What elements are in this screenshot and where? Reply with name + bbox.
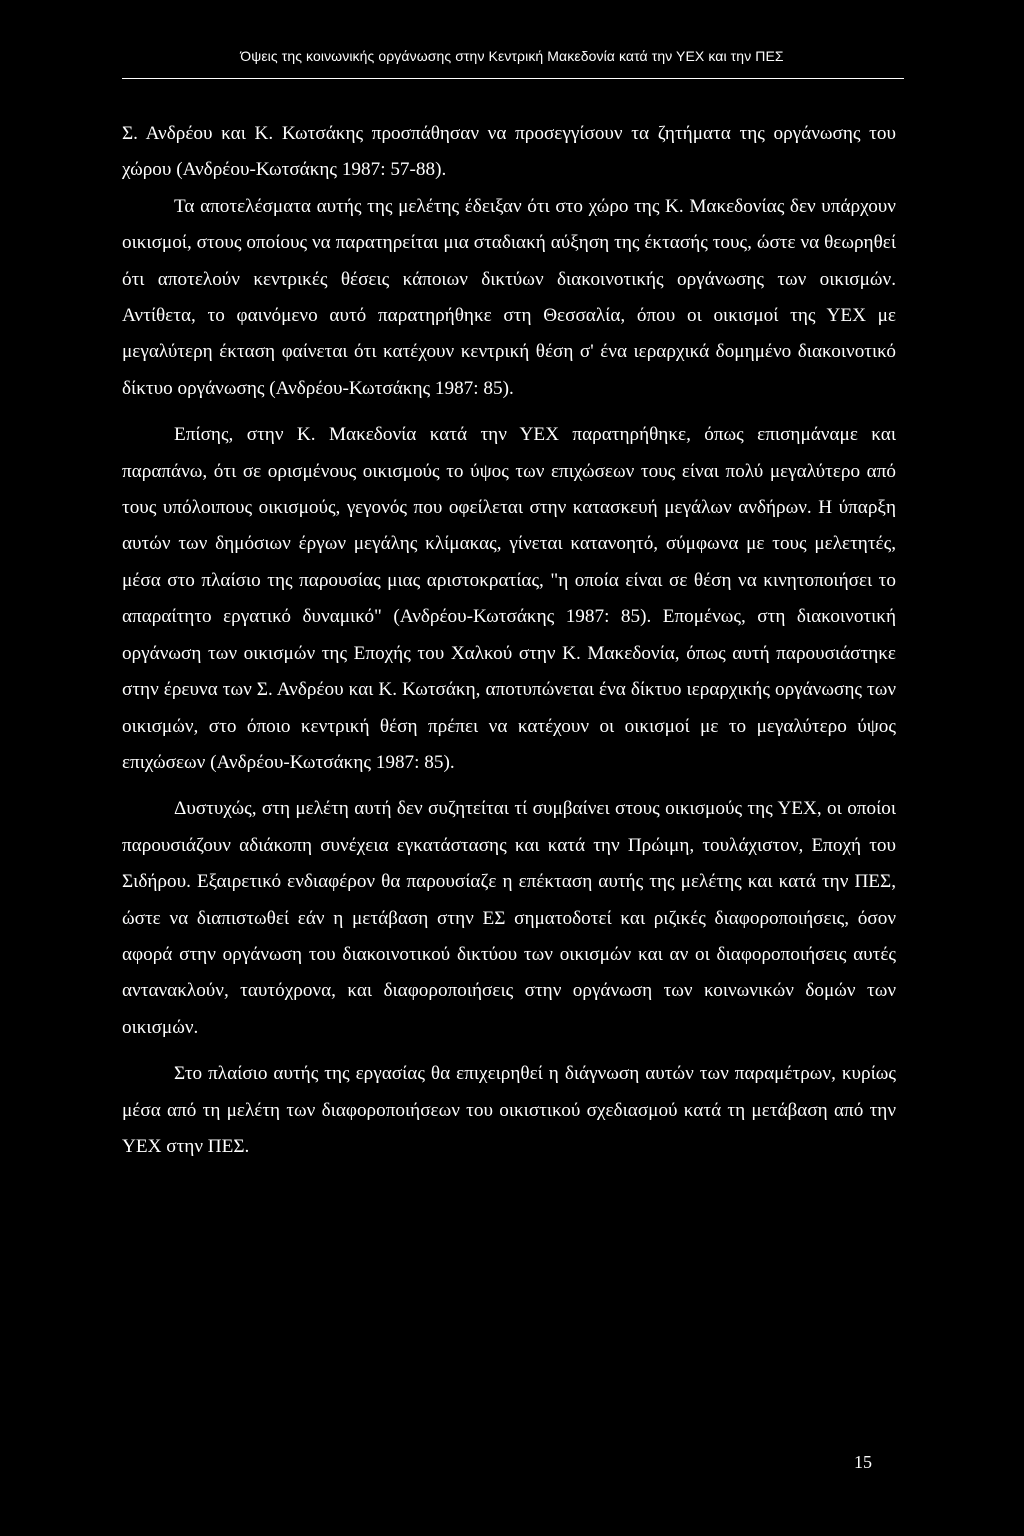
paragraph-2: Τα αποτελέσματα αυτής της μελέτης έδειξαν ότι στο χώρο της Κ. Μακεδονίας δεν υπάρχουν οικισμοί, στους οποίους να παρατηρείται μια σταδιακή αύξηση της έκτασής τους, ώστε να θεωρηθεί ότι αποτελούν κεντρικές θέσεις κάποιων δικτύων διακοινοτικής οργάνωσης των οικισμών. Αντίθετα, το φαινόμενο αυτό παρατηρήθηκε στη Θεσσαλία, όπου οι οικισμοί της ΥΕΧ με μεγαλύτερη έκταση φαίνεται ότι κατέχουν κεντρική θέση σ' ένα ιεραρχικά δομημένο διακοινοτικό δίκτυο οργάνωσης (Ανδρέου-Κωτσάκης 1987: 85). — [122, 195, 896, 399]
paragraph-4: Δυστυχώς, στη μελέτη αυτή δεν συζητείται τί συμβαίνει στους οικισμούς της ΥΕΧ, οι οποίοι παρουσιάζουν αδιάκοπη συνέχεια εγκατάστασης και κατά την Πρώιμη, τουλάχιστον, Εποχή του Σιδήρου. Εξαιρετικό ενδιαφέρον θα παρουσίαζε η επέκταση αυτής της μελέτης και κατά την ΠΕΣ, ώστε να διαπιστωθεί εάν η μετάβαση στην ΕΣ σηματοδοτεί και ριζικές διαφοροποιήσεις, όσον αφορά στην οργάνωση του διακοινοτικού δικτύου των οικισμών και αν οι διαφοροποιήσεις αυτές αντανακλούν, ταυτόχρονα, και διαφοροποιήσεις στην οργάνωση των κοινωνικών δομών των οικισμών. — [122, 798, 896, 1038]
paragraph-5: Στο πλαίσιο αυτής της εργασίας θα επιχειρηθεί η διάγνωση αυτών των παραμέτρων, κυρίως μέσα από τη μελέτη των διαφοροποιήσεων του οικιστικού σχεδιασμού κατά τη μετάβαση από την ΥΕΧ στην ΠΕΣ. — [122, 1063, 896, 1157]
paragraph-3: Επίσης, στην Κ. Μακεδονία κατά την ΥΕΧ παρατηρήθηκε, όπως επισημάναμε και παραπάνω, ότι σε ορισμένους οικισμούς το ύψος των επιχώσεων τους είναι πολύ μεγαλύτερο από τους υπόλοιπους οικισμούς, γεγονός που οφείλεται στην κατασκευή μεγάλων ανδήρων. Η ύπαρξη αυτών των δημόσιων έργων μεγάλης κλίμακας, γίνεται κατανοητό, σύμφωνα με τους μελετητές, μέσα στο πλαίσιο της παρουσίας μιας αριστοκρατίας, "η οποία είναι σε θέση να κινητοποιήσει το απαραίτητο εργατικό δυναμικό" (Ανδρέου-Κωτσάκης 1987: 85). Επομένως, στη διακοινοτική οργάνωση των οικισμών της Εποχής του Χαλκού στην Κ. Μακεδονία, όπως αυτή παρουσιάστηκε στην έρευνα των Σ. Ανδρέου και Κ. Κωτσάκη, αποτυπώνεται ένα δίκτυο ιεραρχικής οργάνωσης των οικισμών, στο όποιο κεντρική θέση πρέπει να κατέχουν οι οικισμοί με το μεγαλύτερο ύψος επιχώσεων (Ανδρέου-Κωτσάκης 1987: 85). — [122, 424, 896, 773]
running-header: Όψεις της κοινωνικής οργάνωσης στην Κεντρική Μακεδονία κατά την ΥΕΧ και την ΠΕΣ — [240, 48, 784, 64]
header-rule — [122, 78, 904, 79]
paragraph-1: Σ. Ανδρέου και Κ. Κωτσάκης προσπάθησαν να προσεγγίσουν τα ζητήματα της οργάνωσης του χώρου (Ανδρέου-Κωτσάκης 1987: 57-88). — [122, 123, 896, 181]
page-number: 15 — [854, 1452, 872, 1472]
body-text — [122, 116, 896, 1165]
